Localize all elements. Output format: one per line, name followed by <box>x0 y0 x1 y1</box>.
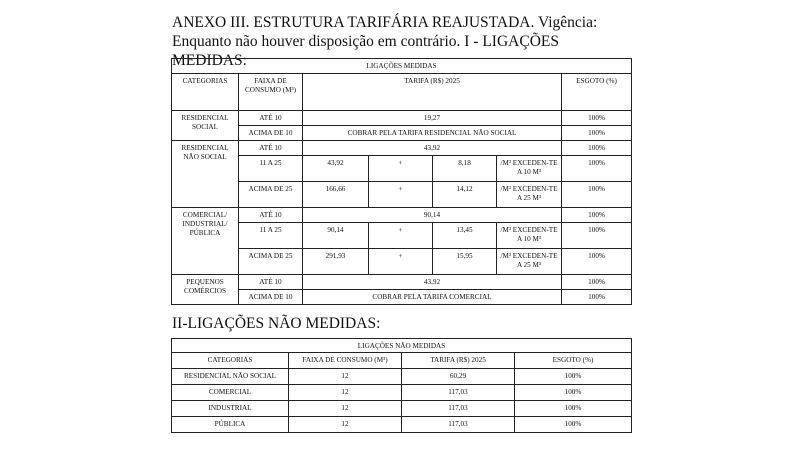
faixa-cell: ATÉ 10 <box>239 208 303 223</box>
header-esgoto: ESGOTO (%) <box>562 74 632 111</box>
esgoto-cell: 100% <box>515 385 632 401</box>
esgoto-cell: 100% <box>562 249 632 275</box>
esgoto-cell: 100% <box>562 290 632 305</box>
table-row <box>172 385 632 401</box>
table-caption: LIGAÇÕES NÃO MEDIDAS <box>172 339 632 353</box>
excedente-cell: /M³ EXCEDEN-TE A 10 M³ <box>497 223 562 249</box>
plus-cell: + <box>369 156 433 182</box>
table-row <box>172 369 632 385</box>
tarifa-cell: 90,14 <box>303 208 562 223</box>
category-cell: RESIDENCIAL SOCIAL <box>172 111 239 141</box>
extra-cell: 8,18 <box>433 156 497 182</box>
esgoto-cell: 100% <box>562 111 632 126</box>
table-row <box>172 417 632 433</box>
header-categorias: CATEGORIAS <box>172 74 239 111</box>
table-row <box>172 156 632 182</box>
excedente-cell: /M³ EXCEDEN-TE A 25 M³ <box>497 182 562 208</box>
table-row <box>172 141 632 156</box>
esgoto-cell: 100% <box>515 417 632 433</box>
ligacoes-medidas-table <box>171 58 632 305</box>
esgoto-cell: 100% <box>515 401 632 417</box>
category-cell: PEQUENOS COMÉRCIOS <box>172 275 239 305</box>
faixa-cell: ATÉ 10 <box>239 111 303 126</box>
header-tarifa: TARIFA (R$) 2025 <box>303 74 562 111</box>
table-row <box>172 126 632 141</box>
faixa-cell: ACIMA DE 25 <box>239 182 303 208</box>
plus-cell: + <box>369 182 433 208</box>
tarifa-cell: 117,03 <box>402 401 515 417</box>
faixa-cell: 12 <box>289 385 402 401</box>
faixa-cell: 12 <box>289 401 402 417</box>
page-title: ANEXO III. ESTRUTURA TARIFÁRIA REAJUSTADA. Vigência: Enquanto não houver disposição em contrário. I - LIGAÇÕES MEDIDAS: <box>172 14 598 69</box>
category-cell: RESIDENCIAL NÃO SOCIAL <box>172 141 239 208</box>
esgoto-cell: 100% <box>515 369 632 385</box>
base-cell: 166,66 <box>303 182 369 208</box>
tarifa-cell: 60,29 <box>402 369 515 385</box>
faixa-cell: 12 <box>289 417 402 433</box>
base-cell: 90,14 <box>303 223 369 249</box>
tarifa-cell: COBRAR PELA TARIFA COMERCIAL <box>303 290 562 305</box>
esgoto-cell: 100% <box>562 275 632 290</box>
header-tarifa: TARIFA (R$) 2025 <box>402 353 515 369</box>
categoria-cell: RESIDENCIAL NÃO SOCIAL <box>172 369 289 385</box>
header-esgoto: ESGOTO (%) <box>515 353 632 369</box>
esgoto-cell: 100% <box>562 208 632 223</box>
table-row <box>172 401 632 417</box>
faixa-cell: 12 <box>289 369 402 385</box>
tarifa-cell: 19,27 <box>303 111 562 126</box>
faixa-cell: ACIMA DE 25 <box>239 249 303 275</box>
tarifa-cell: COBRAR PELA TARIFA RESIDENCIAL NÃO SOCIAL <box>303 126 562 141</box>
header-faixa: FAIXA DE CONSUMO (M³) <box>289 353 402 369</box>
categoria-cell: INDUSTRIAL <box>172 401 289 417</box>
esgoto-cell: 100% <box>562 126 632 141</box>
excedente-cell: /M³ EXCEDEN-TE A 25 M³ <box>497 249 562 275</box>
extra-cell: 15,95 <box>433 249 497 275</box>
table-row <box>172 182 632 208</box>
ligacoes-nao-medidas-table <box>171 338 632 433</box>
plus-cell: + <box>369 223 433 249</box>
faixa-cell: ACIMA DE 10 <box>239 290 303 305</box>
faixa-cell: ATÉ 10 <box>239 141 303 156</box>
table-row <box>172 111 632 126</box>
esgoto-cell: 100% <box>562 182 632 208</box>
base-cell: 291,93 <box>303 249 369 275</box>
excedente-cell: /M³ EXCEDEN-TE A 10 M³ <box>497 156 562 182</box>
table-row <box>172 208 632 223</box>
table-row <box>172 223 632 249</box>
extra-cell: 13,45 <box>433 223 497 249</box>
faixa-cell: ACIMA DE 10 <box>239 126 303 141</box>
tarifa-cell: 43,92 <box>303 275 562 290</box>
categoria-cell: PÚBLICA <box>172 417 289 433</box>
tarifa-cell: 117,03 <box>402 385 515 401</box>
section-title-nao-medidas: II-LIGAÇÕES NÃO MEDIDAS: <box>172 315 381 332</box>
tarifa-cell: 117,03 <box>402 417 515 433</box>
table-caption: LIGAÇÕES MEDIDAS <box>172 59 632 74</box>
base-cell: 43,92 <box>303 156 369 182</box>
categoria-cell: COMERCIAL <box>172 385 289 401</box>
category-cell: COMERCIAL/ INDUSTRIAL/ PÚBLICA <box>172 208 239 275</box>
table-row <box>172 275 632 290</box>
faixa-cell: 11 A 25 <box>239 156 303 182</box>
header-faixa: FAIXA DE CONSUMO (M³) <box>239 74 303 111</box>
esgoto-cell: 100% <box>562 141 632 156</box>
faixa-cell: 11 A 25 <box>239 223 303 249</box>
table-row <box>172 290 632 305</box>
table-row <box>172 249 632 275</box>
esgoto-cell: 100% <box>562 223 632 249</box>
extra-cell: 14,12 <box>433 182 497 208</box>
tarifa-cell: 43,92 <box>303 141 562 156</box>
header-categorias: CATEGORIAS <box>172 353 289 369</box>
plus-cell: + <box>369 249 433 275</box>
esgoto-cell: 100% <box>562 156 632 182</box>
faixa-cell: ATÉ 10 <box>239 275 303 290</box>
